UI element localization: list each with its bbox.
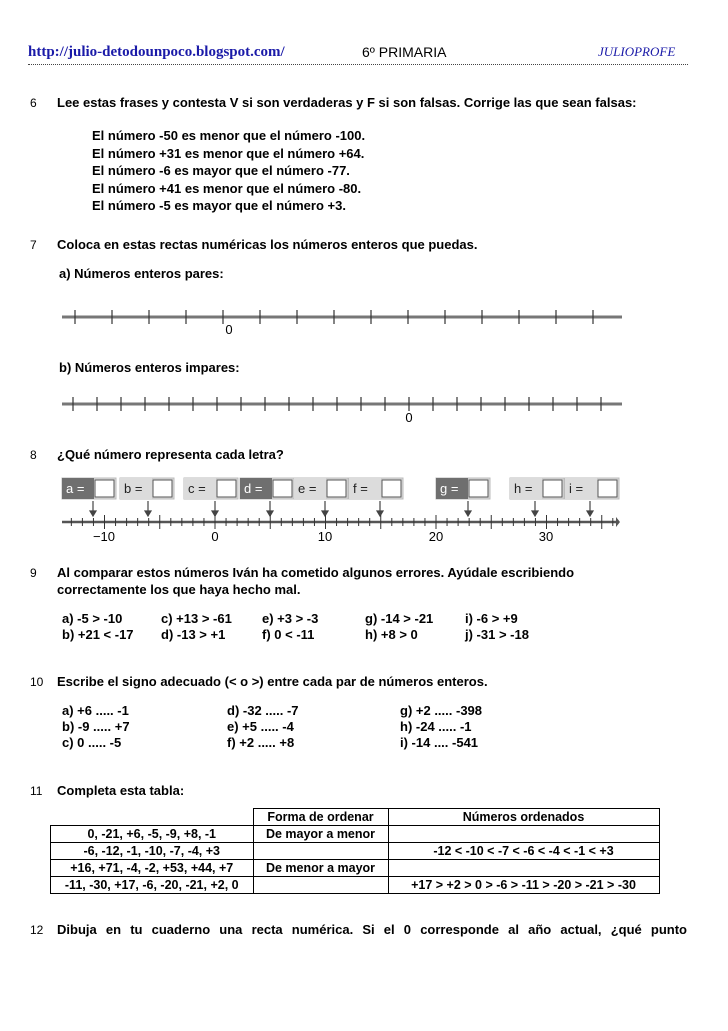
- answer-box[interactable]: [95, 480, 114, 497]
- answer-box[interactable]: [273, 480, 292, 497]
- header-ordered-numbers: Números ordenados: [388, 809, 659, 826]
- letter-box-d: [240, 478, 294, 499]
- answer-box[interactable]: [382, 480, 401, 497]
- table-cell-order[interactable]: [253, 877, 388, 894]
- table-cell-order[interactable]: [253, 843, 388, 860]
- table-cell-answer: -12 < -10 < -7 < -6 < -4 < -1 < +3: [388, 843, 659, 860]
- statement-3: El número -6 es mayor que el número -77.: [92, 163, 350, 178]
- letter-box-label: c =: [188, 481, 206, 496]
- table-cell-answer[interactable]: [388, 860, 659, 877]
- table-header-row: [51, 809, 660, 826]
- answer-box[interactable]: [469, 480, 488, 497]
- q10-a: a) +6 ..... -1: [62, 703, 129, 718]
- letter-box-a: [62, 478, 116, 499]
- odd-line-zero-label: 0: [405, 410, 413, 425]
- letters-number-line: [60, 470, 620, 546]
- question-10-prompt: Escribe el signo adecuado (< o >) entre cada par de números enteros.: [57, 674, 488, 689]
- q10-c: c) 0 ..... -5: [62, 735, 122, 750]
- q10-f: f) +2 ..... +8: [227, 735, 295, 750]
- even-numbers-label: a) Números enteros pares:: [59, 266, 224, 281]
- letter-box-g: [436, 478, 490, 499]
- statement-2: El número +31 es menor que el número +64.: [92, 145, 365, 161]
- question-8-number: 8: [30, 448, 37, 462]
- table-cell-order: De mayor a menor: [253, 826, 388, 843]
- even-number-line: [60, 300, 626, 342]
- statement-5: El número -5 es mayor que el número +3.: [92, 198, 346, 213]
- question-7-prompt: Coloca en estas rectas numéricas los números enteros que puedas.: [57, 237, 478, 252]
- letter-box-label: e =: [298, 481, 317, 496]
- answer-box[interactable]: [327, 480, 346, 497]
- q9-h: h) +8 > 0: [365, 627, 418, 642]
- ordering-table: [50, 808, 660, 894]
- letter-box-label: a =: [66, 481, 85, 496]
- answer-box[interactable]: [598, 480, 617, 497]
- question-11-number: 11: [30, 784, 43, 798]
- answer-box[interactable]: [543, 480, 562, 497]
- q9-b: b) +21 < -17: [62, 627, 134, 642]
- question-8-prompt: ¿Qué número representa cada letra?: [57, 447, 284, 462]
- odd-numbers-label: b) Números enteros impares:: [59, 360, 240, 375]
- header-order-type: Forma de ordenar: [253, 809, 388, 826]
- table-cell-order: De menor a mayor: [253, 860, 388, 877]
- q10-h: h) -24 ..... -1: [400, 719, 472, 734]
- question-9-prompt-line2: correctamente los que haya hecho mal.: [57, 582, 301, 597]
- question-6-prompt: Lee estas frases y contesta V si son verdaderas y F si son falsas. Corrige las que sean falsas:: [57, 95, 637, 110]
- grade-label: 6º PRIMARIA: [362, 44, 447, 60]
- question-7-number: 7: [30, 238, 37, 252]
- pointer-arrowhead: [587, 511, 593, 516]
- pointer-arrowhead: [377, 511, 383, 516]
- q9-i: i) -6 > +9: [465, 611, 518, 626]
- pointer-arrowhead: [532, 511, 538, 516]
- table-row: [51, 843, 660, 860]
- q9-g: g) -14 > -21: [365, 611, 434, 626]
- letter-box-c: [184, 478, 238, 499]
- even-line-zero-label: 0: [225, 322, 233, 337]
- letters-line-arrowhead: [616, 517, 620, 527]
- question-6-number: 6: [30, 96, 37, 110]
- q9-j: j) -31 > -18: [465, 627, 529, 642]
- letter-box-e: [294, 478, 348, 499]
- letter-box-label: h =: [514, 481, 533, 496]
- letter-box-label: b =: [124, 481, 143, 496]
- letter-box-f: [349, 478, 403, 499]
- question-12-number: 12: [30, 923, 44, 937]
- letter-box-i: [565, 478, 619, 499]
- question-6-statements: [92, 127, 365, 215]
- table-cell-numbers: -11, -30, +17, -6, -20, -21, +2, 0: [51, 877, 254, 894]
- question-11-prompt: Completa esta tabla:: [57, 783, 185, 798]
- q9-d: d) -13 > +1: [161, 627, 226, 642]
- letter-box-h: [510, 478, 564, 499]
- letter-box-label: d =: [244, 481, 263, 496]
- question-9-prompt-line1: Al comparar estos números Iván ha cometido algunos errores. Ayúdale escribiendo: [57, 565, 575, 580]
- table-cell-numbers: +16, +71, -4, -2, +53, +44, +7: [51, 860, 254, 877]
- table-cell-numbers: 0, -21, +6, -5, -9, +8, -1: [51, 826, 254, 843]
- answer-box[interactable]: [217, 480, 236, 497]
- q9-f: f) 0 < -11: [262, 627, 315, 642]
- question-9-number: 9: [30, 566, 37, 580]
- letter-box-label: i =: [569, 481, 584, 496]
- table-cell-answer[interactable]: [388, 826, 659, 843]
- tick-label-0: 0: [211, 529, 219, 544]
- header-divider: [28, 64, 688, 65]
- q10-i: i) -14 .... -541: [400, 735, 479, 750]
- question-12-prompt: Dibuja en tu cuaderno una recta numérica. Si el 0 corresponde al año actual, ¿qué punto: [57, 922, 687, 937]
- q9-a: a) -5 > -10: [62, 611, 123, 626]
- table-cell-answer: +17 > +2 > 0 > -6 > -11 > -20 > -21 > -30: [388, 877, 659, 894]
- tick-label-30: 30: [538, 529, 554, 544]
- letter-box-label: g =: [440, 481, 459, 496]
- q10-b: b) -9 ..... +7: [62, 719, 130, 734]
- q10-g: g) +2 ..... -398: [400, 703, 483, 718]
- odd-number-line: [60, 388, 626, 430]
- table-row: [51, 877, 660, 894]
- pointer-arrowhead: [90, 511, 96, 516]
- question-10-number: 10: [30, 675, 44, 689]
- letter-box-label: f =: [353, 481, 368, 496]
- statement-1: El número -50 es menor que el número -100.: [92, 128, 366, 143]
- pointer-arrowhead: [145, 511, 151, 516]
- tick-label-minus10: −10: [92, 529, 116, 544]
- letter-box-b: [120, 478, 174, 499]
- answer-box[interactable]: [153, 480, 172, 497]
- tick-label-20: 20: [428, 529, 444, 544]
- pointer-arrowhead: [465, 511, 471, 516]
- author-label: JULIOPROFE: [598, 44, 676, 59]
- blog-link[interactable]: http://julio-detodounpoco.blogspot.com/: [28, 44, 285, 60]
- table-row: [51, 826, 660, 843]
- q9-e: e) +3 > -3: [262, 611, 319, 626]
- q10-d: d) -32 ..... -7: [227, 703, 299, 718]
- statement-4: El número +41 es menor que el número -80.: [92, 180, 362, 196]
- q10-e: e) +5 ..... -4: [227, 719, 294, 734]
- table-cell-numbers: -6, -12, -1, -10, -7, -4, +3: [51, 843, 254, 860]
- table-row: [51, 860, 660, 877]
- tick-label-10: 10: [317, 529, 333, 544]
- q9-c: c) +13 > -61: [161, 611, 232, 626]
